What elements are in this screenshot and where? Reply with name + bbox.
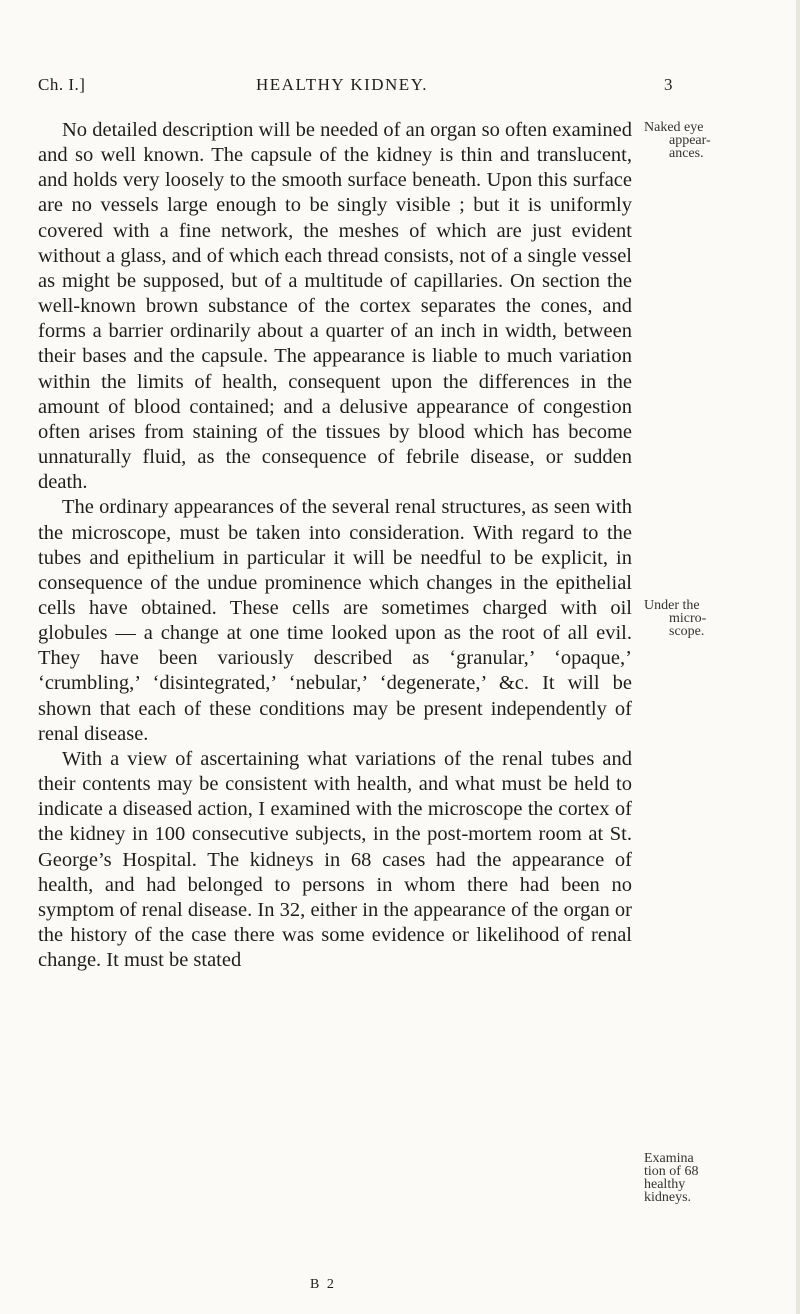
page-number: 3	[664, 75, 673, 94]
paragraph: With a view of ascertaining what variations of the renal tubes and their contents may be consistent with health, and what must be held to indicate a diseased action, I examined with the microscope the cortex of the kidney in 100 consecutive subjects, in the post-mortem room at St. George’s Hospital. The kidneys in 68 cases had the appearance of health, and had belonged to persons in whom there had been no symptom of renal disease. In 32, either in the appearance of the organ or the history of the case there was some evidence or likelihood of renal change. It must be stated	[38, 747, 632, 972]
margin-note-microscope	[644, 599, 794, 638]
running-header	[38, 75, 718, 99]
body-text	[38, 118, 632, 973]
margin-note-line: healthy	[644, 1177, 686, 1192]
margin-note-line: ances.	[669, 146, 704, 161]
margin-note-line: Examina	[644, 1151, 694, 1166]
signature-mark: B 2	[310, 1277, 336, 1292]
chapter-label: Ch. I.]	[38, 75, 86, 94]
margin-note-line: micro-	[669, 611, 707, 626]
margin-note-line: scope.	[669, 624, 705, 639]
margin-note-line: tion of 68	[644, 1164, 699, 1179]
paragraph: No detailed description will be needed of an organ so often examined and so well known. The capsule of the kidney is thin and translucent, and holds very loosely to the smooth surface beneath. Upon this surface are no vessels large enough to be singly visible ; but it is uniformly covered with a fine network, the meshes of which are just evident without a glass, and of which each thread consists, not of a single vessel as might be supposed, but of a multitude of capillaries. On section the well-known brown substance of the cortex separates the cones, and forms a barrier ordinarily about a quarter of an inch in width, between their bases and the capsule. The appearance is liable to much variation within the limits of health, consequent upon the differences in the amount of blood contained; and a delusive appearance of congestion often arises from staining of the tissues by blood which has become unnaturally fluid, as the consequence of febrile disease, or sudden death.	[38, 119, 632, 494]
margin-note-line: Under the	[644, 598, 700, 613]
paragraph: The ordinary appearances of the several renal structures, as seen with the microscope, must be taken into consideration. With regard to the tubes and epithelium in particular it will be needful to be explicit, in consequence of the undue prominence which changes in the epithelial cells have obtained. These cells are sometimes charged with oil globules — a change at one time looked upon as the root of all evil. They have been variously described as ‘granular,’ ‘opaque,’ ‘crumbling,’ ‘disintegrated,’ ‘nebular,’ ‘degenerate,’ &c. It will be shown that each of these conditions may be present independently of renal disease.	[38, 496, 632, 745]
page-edge	[796, 0, 800, 1314]
margin-note-line: Naked eye	[644, 120, 704, 135]
margin-note-naked-eye	[644, 121, 794, 160]
margin-note-examination	[644, 1152, 794, 1204]
running-title: HEALTHY KIDNEY.	[256, 75, 429, 94]
margin-note-line: appear-	[669, 133, 711, 148]
margin-note-line: kidneys.	[644, 1190, 692, 1205]
